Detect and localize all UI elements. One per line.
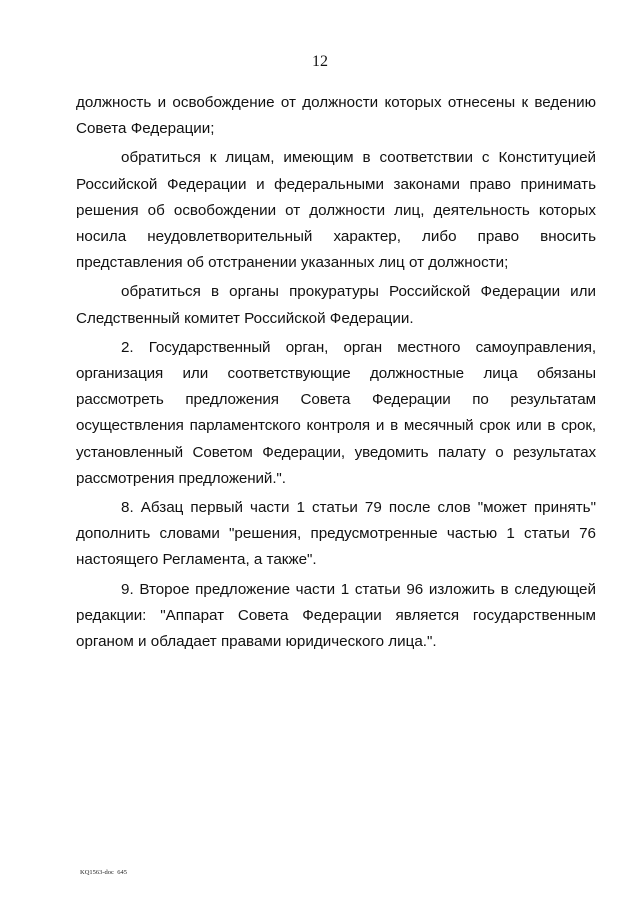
paragraph-appeal-prosecutors: обратиться в органы прокуратуры Российской Федерации или Следственный комитет Российской Федерации. bbox=[76, 283, 596, 327]
paragraph-item-8: 8. Абзац первый части 1 статьи 79 после слов "может принять" дополнить словами "решения, предусмотренные частью 1 статьи 76 настоящего Регламента, а также". bbox=[76, 499, 596, 569]
paragraph-appeal-officials: обратиться к лицам, имеющим в соответствии с Конституцией Российской Федерации и федеральными законами право принимать решения об освобождении от должности лиц, деятельность которых носила неудовлетворительный характер, либо право вносить представления об отстранении указанных лиц от должности; bbox=[76, 149, 596, 272]
paragraph-item-9: 9. Второе предложение части 1 статьи 96 изложить в следующей редакции: "Аппарат Совета Федерации является государственным органом и обладает правами юридического лица.". bbox=[76, 580, 596, 651]
footer-document-code: KQ1563-doc 645 bbox=[80, 869, 127, 876]
document-body bbox=[76, 90, 596, 658]
paragraph-item-2: 2. Государственный орган, орган местного самоуправления, организация или соответствующие должностные лица обязаны рассмотреть предложения Совета Федерации по результатам осуществления парламентского контроля и в месячный срок или в срок, установленный Советом Федерации, уведомить палату о результатах рассмотрения предложений.". bbox=[76, 338, 596, 487]
paragraph-continuation: должность и освобождение от должности которых отнесены к ведению Совета Федерации; bbox=[76, 94, 596, 138]
page-number: 12 bbox=[312, 53, 328, 70]
